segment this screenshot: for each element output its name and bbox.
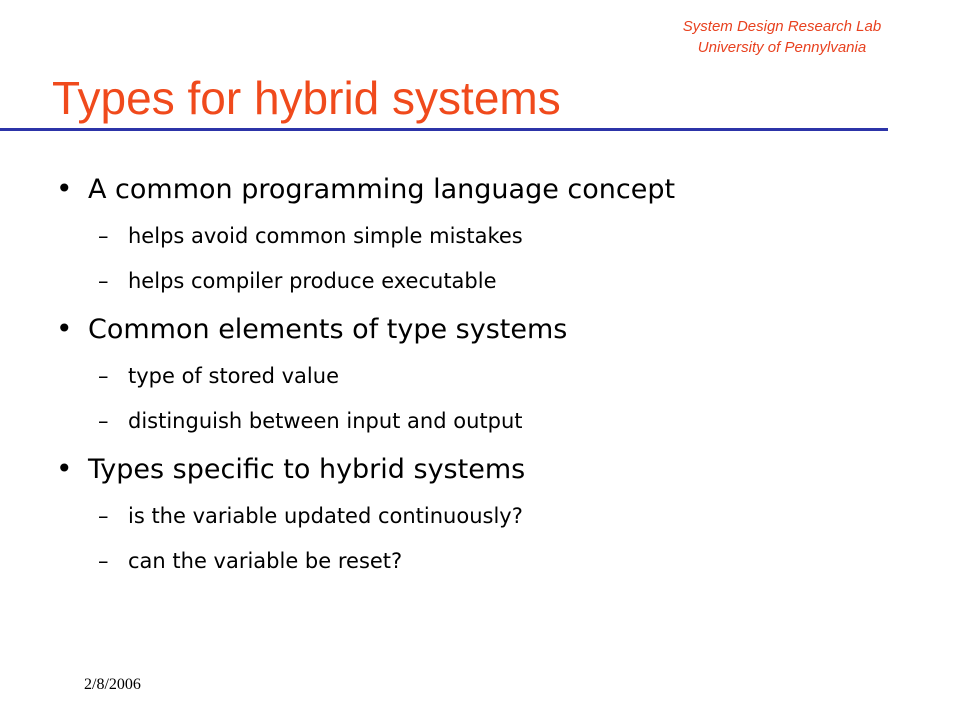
sub-item-text: helps avoid common simple mistakes: [128, 224, 523, 248]
dash-marker: –: [98, 269, 109, 293]
bullet-row: [56, 164, 916, 214]
university-name: University of Pennylvania: [697, 39, 867, 56]
lab-name: System Design Research Lab: [682, 18, 882, 35]
bullet-text: A common programming language concept: [88, 174, 676, 205]
bullet-list: [56, 164, 916, 584]
sub-list: [56, 494, 916, 584]
bullet-text: Common elements of type systems: [88, 314, 568, 345]
sub-item-text: is the variable updated continuously?: [128, 504, 523, 528]
bullet-marker: •: [56, 172, 73, 205]
bullet-row: [56, 304, 916, 354]
dash-marker: –: [98, 364, 109, 388]
sub-list: [56, 354, 916, 444]
lab-header: [632, 16, 932, 58]
sub-item: [56, 214, 916, 259]
dash-marker: –: [98, 224, 109, 248]
dash-marker: –: [98, 549, 109, 573]
dash-marker: –: [98, 409, 109, 433]
sub-item-text: type of stored value: [128, 364, 339, 388]
slide-title: Types for hybrid systems: [52, 72, 561, 124]
slide-date: 2/8/2006: [84, 676, 141, 693]
bullet-marker: •: [56, 452, 73, 485]
bullet-text: Types specific to hybrid systems: [88, 454, 526, 485]
sub-item-text: distinguish between input and output: [128, 409, 523, 433]
sub-item: [56, 354, 916, 399]
bullet-item: [56, 304, 916, 444]
dash-marker: –: [98, 504, 109, 528]
sub-item: [56, 399, 916, 444]
sub-item-text: can the variable be reset?: [128, 549, 403, 573]
sub-item: [56, 539, 916, 584]
sub-item: [56, 259, 916, 304]
bullet-item: [56, 444, 916, 584]
bullet-marker: •: [56, 312, 73, 345]
sub-list: [56, 214, 916, 304]
bullet-row: [56, 444, 916, 494]
bullet-item: [56, 164, 916, 304]
sub-item: [56, 494, 916, 539]
title-underline: [0, 128, 888, 131]
sub-item-text: helps compiler produce executable: [128, 269, 497, 293]
